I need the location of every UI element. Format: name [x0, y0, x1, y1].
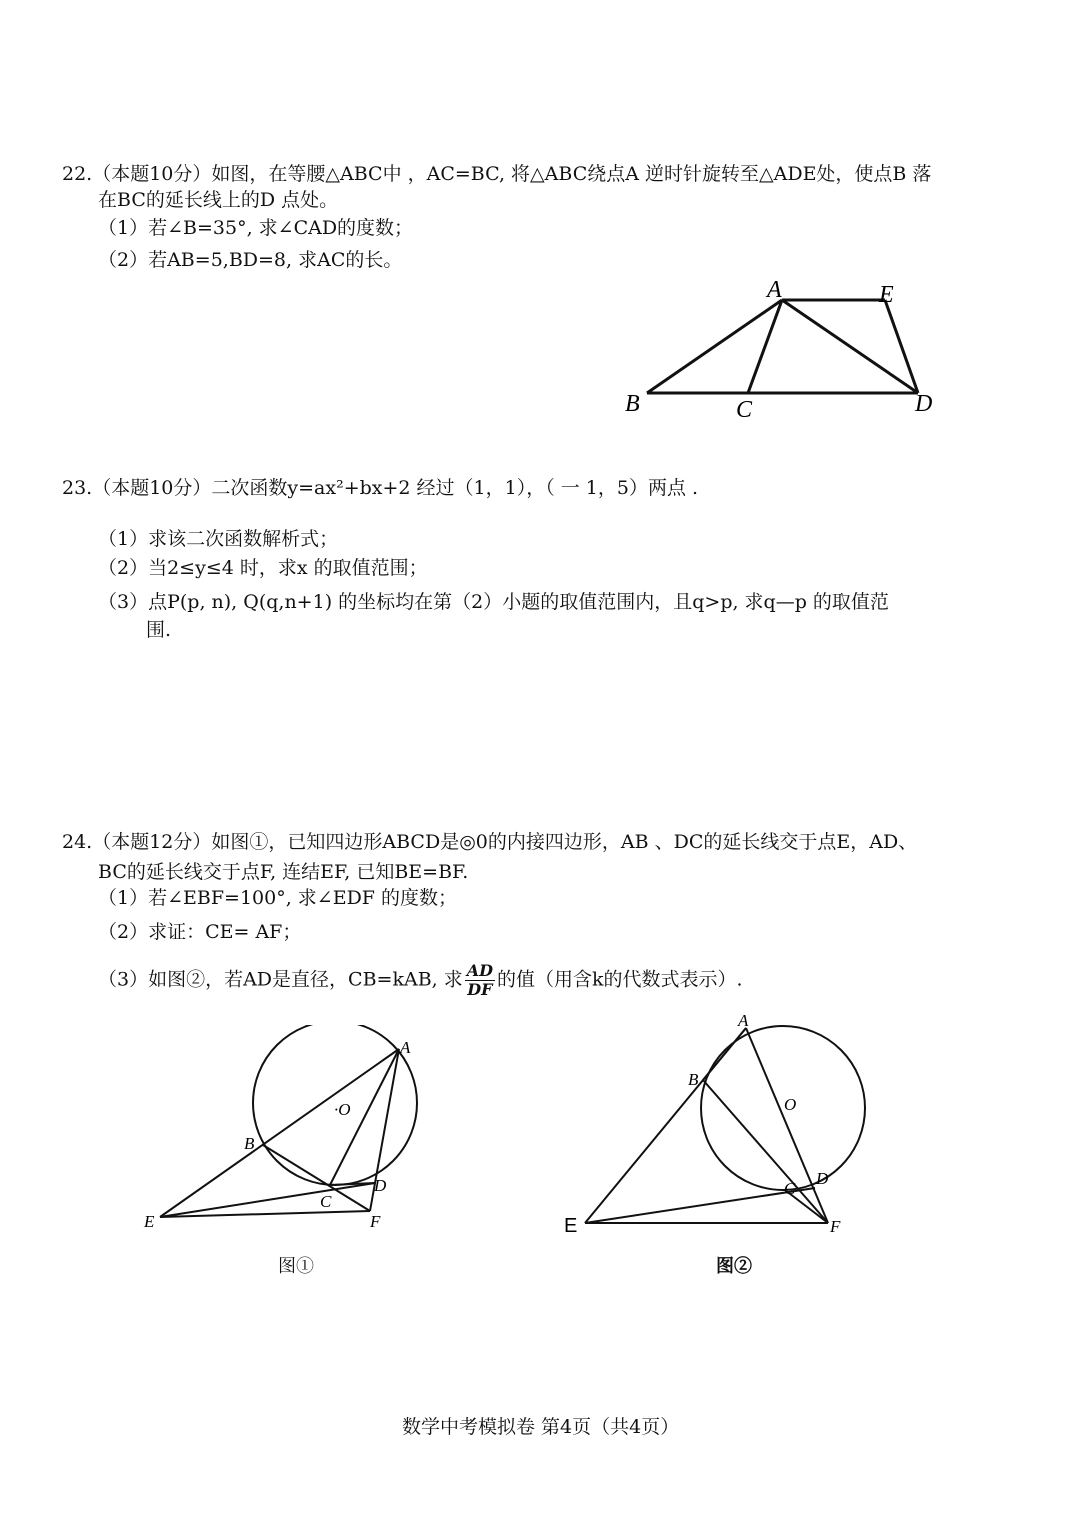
fig1-label-B: B	[244, 1134, 255, 1153]
q22-line1: 22.（本题10分）如图，在等腰△ABC中 ，AC=BC, 将△ABC绕点A 逆时针旋转至△ADE处，使点B 落	[62, 163, 932, 185]
fig1-label-E: E	[144, 1212, 155, 1231]
q24-part2: （2）求证：CE= AF；	[98, 921, 302, 943]
q22-label-E: E	[879, 282, 894, 308]
fig1-label-O: ·O	[334, 1100, 351, 1119]
fraction-denominator: DF	[467, 980, 493, 999]
q22-figure	[615, 275, 945, 425]
q24-part3-post: 的值（用含k的代数式表示）.	[497, 968, 743, 991]
fig1-label-A: A	[400, 1038, 411, 1057]
q23-part2: （2）当2≤y≤4 时，求x 的取值范围；	[98, 557, 428, 579]
q23-part3: （3）点P(p, n), Q(q,n+1) 的坐标均在第（2）小题的取值范围内，且q>p, 求q—p 的取值范	[98, 591, 889, 613]
fig2-label-B: B	[688, 1070, 699, 1089]
q22-label-B: B	[625, 391, 640, 417]
q24-part3	[98, 962, 743, 999]
q24-part3-pre: （3）如图②，若AD是直径，CB=kAB, 求	[98, 968, 463, 991]
q22-part1: （1）若∠B=35°, 求∠CAD的度数；	[98, 217, 414, 239]
fraction-ad-over-df	[465, 962, 495, 999]
q24-line1: 24.（本题12分）如图①，已知四边形ABCD是◎0的内接四边形，AB 、DC的延长线交于点E，AD、	[62, 831, 918, 853]
q24-figure-2	[560, 1010, 880, 1235]
q23-part3b: 围.	[146, 619, 172, 641]
fig2-label-E: E	[564, 1215, 578, 1235]
q24-figure-1	[140, 1025, 440, 1235]
q22-label-A: A	[767, 277, 782, 303]
fig2-caption: 图②	[716, 1256, 752, 1277]
q22-label-D: D	[915, 391, 933, 417]
fig1-label-D: D	[374, 1176, 387, 1195]
q22-part2: （2）若AB=5,BD=8, 求AC的长。	[98, 249, 403, 271]
fig2-label-O: O	[784, 1095, 797, 1114]
fig2-label-F: F	[830, 1217, 841, 1235]
q24-line2: BC的延长线交于点F, 连结EF, 已知BE=BF.	[98, 861, 469, 883]
fraction-numerator: AD	[466, 961, 494, 980]
fig1-label-F: F	[370, 1212, 381, 1231]
fig1-label-C: C	[320, 1192, 332, 1211]
q24-part1: （1）若∠EBF=100°, 求∠EDF 的度数；	[98, 887, 458, 909]
fig2-label-C: C	[784, 1179, 796, 1198]
q23-line1: 23.（本题10分）二次函数y=ax²+bx+2 经过（1，1），（ 一 1，5）两点 .	[62, 477, 699, 499]
q23-part1: （1）求该二次函数解析式；	[98, 528, 339, 550]
q22-line2: 在BC的延长线上的D 点处。	[98, 189, 339, 211]
page-footer: 数学中考模拟卷 第4页（共4页）	[402, 1416, 680, 1438]
fig2-label-A: A	[738, 1011, 749, 1030]
fig1-caption: 图①	[278, 1256, 314, 1277]
q22-label-C: C	[736, 397, 753, 423]
fig2-label-D: D	[816, 1169, 829, 1188]
